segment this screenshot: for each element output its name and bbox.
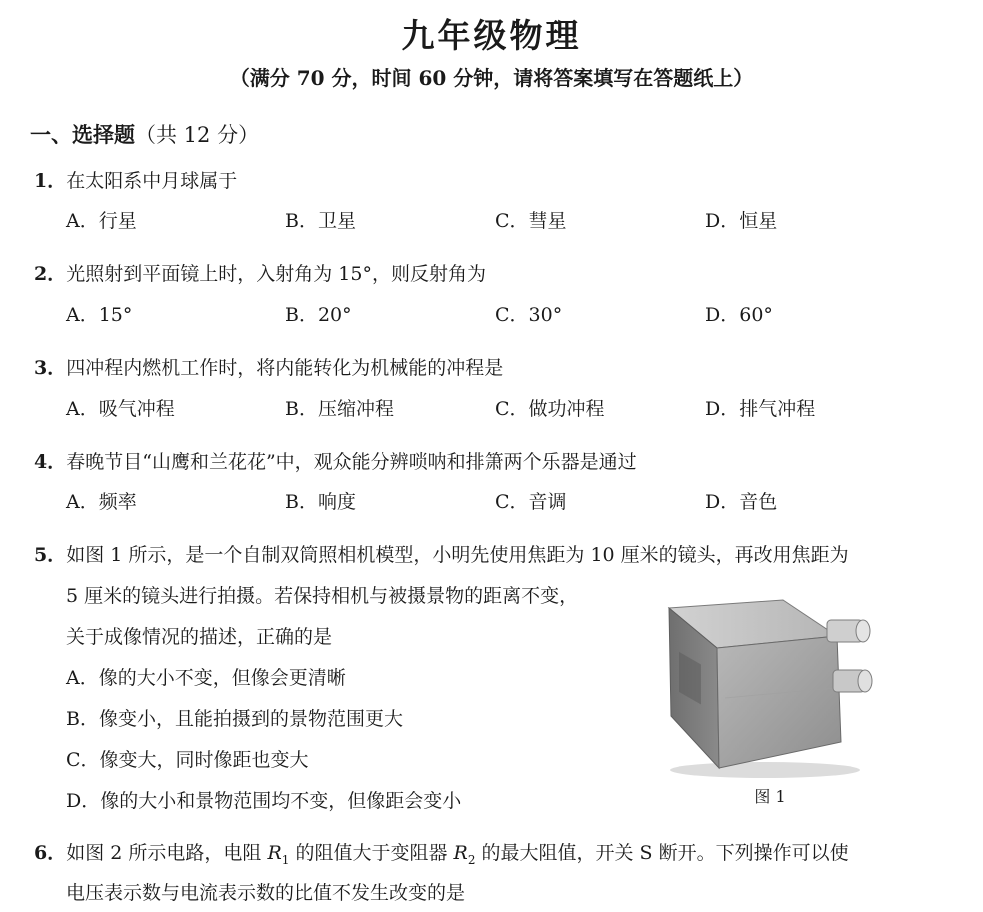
option-d: D．60° xyxy=(705,304,773,326)
question-stem: 光照射到平面镜上时，入射角为 15°，则反射角为 xyxy=(66,263,486,285)
option-a: A．行星 xyxy=(66,210,137,232)
question-number: 3． xyxy=(34,357,67,379)
option-b: B．卫星 xyxy=(285,210,356,232)
question-1 xyxy=(34,166,237,193)
question-4 xyxy=(34,447,637,474)
section-heading xyxy=(30,119,259,149)
resistor-r1-subscript: 1 xyxy=(281,852,290,867)
stem-part-2: 的阻值大于变阻器 xyxy=(289,842,454,864)
question-3 xyxy=(34,353,503,380)
option-c: C．音调 xyxy=(495,491,567,513)
question-number: 2． xyxy=(34,263,67,285)
question-number: 5． xyxy=(34,544,67,566)
question-number: 4． xyxy=(34,451,67,473)
question-6 xyxy=(34,838,849,867)
lower-lens-opening xyxy=(858,670,872,692)
page-subtitle: （满分 70 分，时间 60 分钟，请将答案填写在答题纸上） xyxy=(229,66,754,90)
upper-lens-opening xyxy=(856,620,870,642)
stem-part-1: 如图 2 所示电路，电阻 xyxy=(66,842,268,864)
option-b: B．响度 xyxy=(285,491,356,513)
question-stem: 四冲程内燃机工作时，将内能转化为机械能的冲程是 xyxy=(66,357,504,379)
question-2 xyxy=(34,259,486,286)
option-a: A．像的大小不变，但像会更清晰 xyxy=(66,667,346,689)
option-b: B．像变小，且能拍摄到的景物范围更大 xyxy=(66,708,403,730)
resistor-r2-symbol: R xyxy=(453,842,468,864)
option-a: A．频率 xyxy=(66,491,137,513)
camera-model-figure xyxy=(655,598,885,780)
option-b: B．20° xyxy=(285,304,352,326)
stem-part-3: 的最大阻值，开关 S 断开。下列操作可以使 xyxy=(475,842,849,864)
option-a: A．15° xyxy=(66,304,133,326)
section-title: 一、选择题 xyxy=(30,122,135,147)
box-front-face xyxy=(717,636,841,768)
question-stem: 春晚节目“山鹰和兰花花”中，观众能分辨唢呐和排箫两个乐器是通过 xyxy=(66,451,637,473)
section-points: （共 12 分） xyxy=(135,123,260,147)
question-stem-line-1: 如图 1 所示，是一个自制双筒照相机模型，小明先使用焦距为 10 厘米的镜头，再改用焦距为 xyxy=(66,544,849,566)
question-5 xyxy=(34,540,849,567)
option-c: C．做功冲程 xyxy=(495,398,605,420)
question-number: 1． xyxy=(34,170,67,192)
option-c: C．像变大，同时像距也变大 xyxy=(66,749,309,771)
option-d: D．音色 xyxy=(705,491,778,513)
option-d: D．像的大小和景物范围均不变，但像距会变小 xyxy=(66,790,462,812)
resistor-r1-symbol: R xyxy=(267,842,282,864)
option-d: D．排气冲程 xyxy=(705,398,816,420)
question-stem-line-2: 5 厘米的镜头进行拍摄。若保持相机与被摄景物的距离不变， xyxy=(66,585,579,607)
option-d: D．恒星 xyxy=(705,210,778,232)
question-stem-line-3: 关于成像情况的描述，正确的是 xyxy=(66,626,333,648)
shadow-shape xyxy=(670,762,860,778)
figure-caption: 图 1 xyxy=(754,787,786,806)
page-title: 九年级物理 xyxy=(401,16,582,55)
resistor-r2-subscript: 2 xyxy=(467,852,476,867)
option-c: C．彗星 xyxy=(495,210,567,232)
question-stem-line-2: 电压表示数与电流表示数的比值不发生改变的是 xyxy=(66,882,466,904)
question-stem: 在太阳系中月球属于 xyxy=(66,170,238,192)
question-number: 6． xyxy=(34,842,67,864)
option-c: C．30° xyxy=(495,304,563,326)
option-a: A．吸气冲程 xyxy=(66,398,175,420)
option-b: B．压缩冲程 xyxy=(285,398,394,420)
